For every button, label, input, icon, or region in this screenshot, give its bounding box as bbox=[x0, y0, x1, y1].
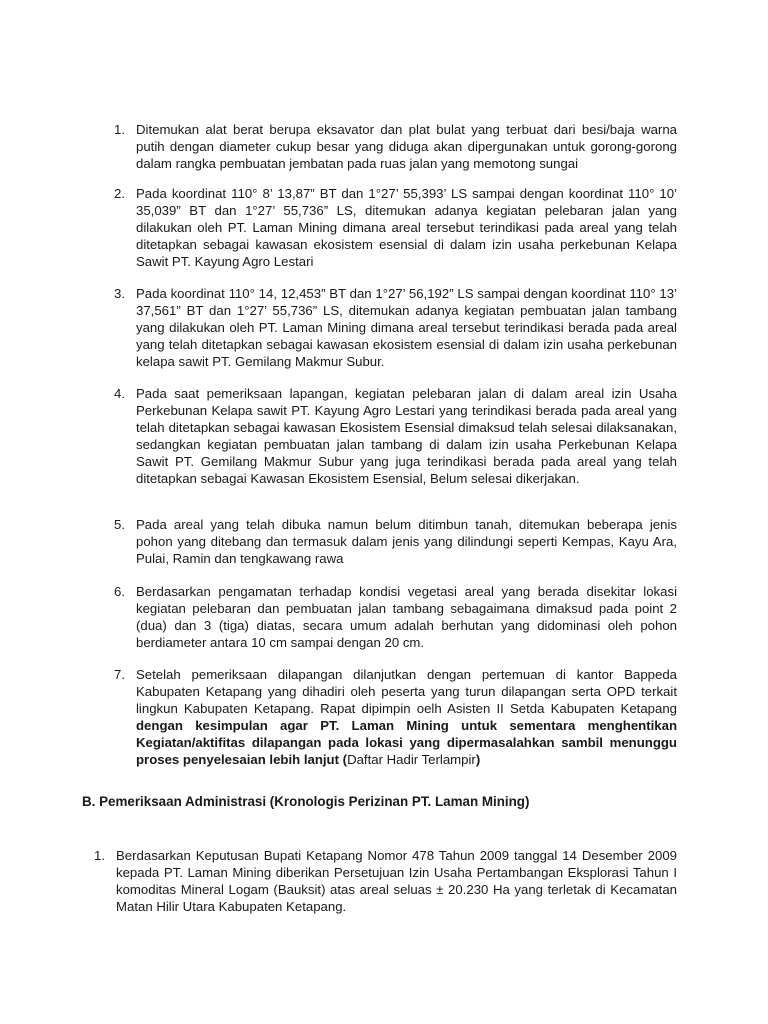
list-item bbox=[114, 185, 677, 270]
attachment-note: Daftar Hadir Terlampir bbox=[347, 752, 476, 767]
list-text: Berdasarkan pengamatan terhadap kondisi vegetasi areal yang berada disekitar lokasi kegiatan pelebaran dan pembuatan jalan tambang sebagaimana dimaksud pada point 2 (dua) dan 3 (tiga) diatas, secara umum adalah berhutan yang didominasi oleh pohon berdiameter antara 10 cm sampai dengan 20 cm. bbox=[136, 584, 677, 650]
list-number: 3. bbox=[114, 286, 125, 301]
list-number: 2. bbox=[114, 186, 125, 201]
list-item bbox=[114, 385, 677, 487]
list-item bbox=[114, 516, 677, 567]
list-text: Pada areal yang telah dibuka namun belum ditimbun tanah, ditemukan beberapa jenis pohon yang ditebang dan termasuk dalam jenis yang dilindungi seperti Kempas, Kayu Ara, Pulai, Ramin dan tengkawang rawa bbox=[136, 517, 677, 566]
list-text: Berdasarkan Keputusan Bupati Ketapang Nomor 478 Tahun 2009 tanggal 14 Desember 2009 kepada PT. Laman Mining diberikan Persetujuan Izin Usaha Pertambangan Eksplorasi Tahun I komoditas Mineral Logam (Bauksit) atas areal seluas ± 20.230 Ha yang terletak di Kecamatan Matan Hilir Utara Kabupaten Ketapang. bbox=[116, 848, 677, 914]
list-number: 4. bbox=[114, 386, 125, 401]
section-b-heading: B. Pemeriksaan Administrasi (Kronologis Perizinan PT. Laman Mining) bbox=[82, 794, 530, 809]
list-text bbox=[136, 666, 677, 768]
conclusion-text: dengan kesimpulan agar PT. Laman Mining untuk sementara menghentikan Kegiatan/aktifitas dilapangan pada lokasi yang dipermasalahkan sambil menunggu proses penyelesaian lebih lanjut ( bbox=[136, 718, 677, 767]
list-number: 1. bbox=[94, 848, 105, 863]
list-number: 1. bbox=[114, 122, 125, 137]
list-text-normal: Setelah pemeriksaan dilapangan dilanjutkan dengan pertemuan di kantor Bappeda Kabupaten Ketapang yang dihadiri oleh peserta yang turun dilapangan serta OPD terkait lingkun Kabupaten Ketapang. Rapat dipimpin oelh Asisten II Setda Kabupaten Ketapang bbox=[136, 667, 677, 716]
list-item bbox=[114, 121, 677, 172]
list-item bbox=[114, 583, 677, 651]
list-text: Pada koordinat 110° 8’ 13,87” BT dan 1°27’ 55,393’ LS sampai dengan koordinat 110° 10’ 35,039” BT dan 1°27’ 55,736” LS, ditemukan adanya kegiatan pelebaran jalan yang dilakukan oleh PT. Laman Mining dimana areal tersebut terindikasi pada areal yang telah ditetapkan sebagai kawasan ekosistem esensial di dalam izin usaha perkebunan Kelapa Sawit PT. Kayung Agro Lestari bbox=[136, 186, 677, 269]
list-number: 6. bbox=[114, 584, 125, 599]
list-number: 5. bbox=[114, 517, 125, 532]
list-item bbox=[114, 285, 677, 370]
list-text: Pada saat pemeriksaan lapangan, kegiatan pelebaran jalan di dalam areal izin Usaha Perkebunan Kelapa sawit PT. Kayung Agro Lestari yang terindikasi berada pada areal yang telah ditetapkan sebagai kawasan Ekosistem Esensial dimaksud telah selesai dilaksanakan, sedangkan kegiatan pembuatan jalan tambang di dalam izin usaha Perkebunan Kelapa Sawit PT. Gemilang Makmur Subur yang juga terindikasi berada pada areal yang telah ditetapkan sebagai Kawasan Ekosistem Esensial, Belum selesai dikerjakan. bbox=[136, 386, 677, 486]
list-item bbox=[94, 847, 677, 915]
list-text: Pada koordinat 110° 14, 12,453” BT dan 1°27’ 56,192” LS sampai dengan koordinat 110° 13’ 37,561” BT dan 1°27’ 55,736” LS, ditemukan adanya kegiatan pembuatan jalan tambang yang dilakukan oleh PT. Laman Mining dimana areal tersebut terindikasi berada pada areal yang telah ditetapkan sebagai kawasan ekosistem esensial di dalam izin usaha perkebunan kelapa sawit PT. Gemilang Makmur Subur. bbox=[136, 286, 677, 369]
list-number: 7. bbox=[114, 667, 125, 682]
closing-paren: ) bbox=[475, 752, 481, 767]
list-item bbox=[114, 666, 677, 768]
list-text: Ditemukan alat berat berupa eksavator dan plat bulat yang terbuat dari besi/baja warna putih dengan diameter cukup besar yang diduga akan dipergunakan untuk gorong-gorong dalam rangka pembuatan jembatan pada ruas jalan yang memotong sungai bbox=[136, 122, 677, 171]
